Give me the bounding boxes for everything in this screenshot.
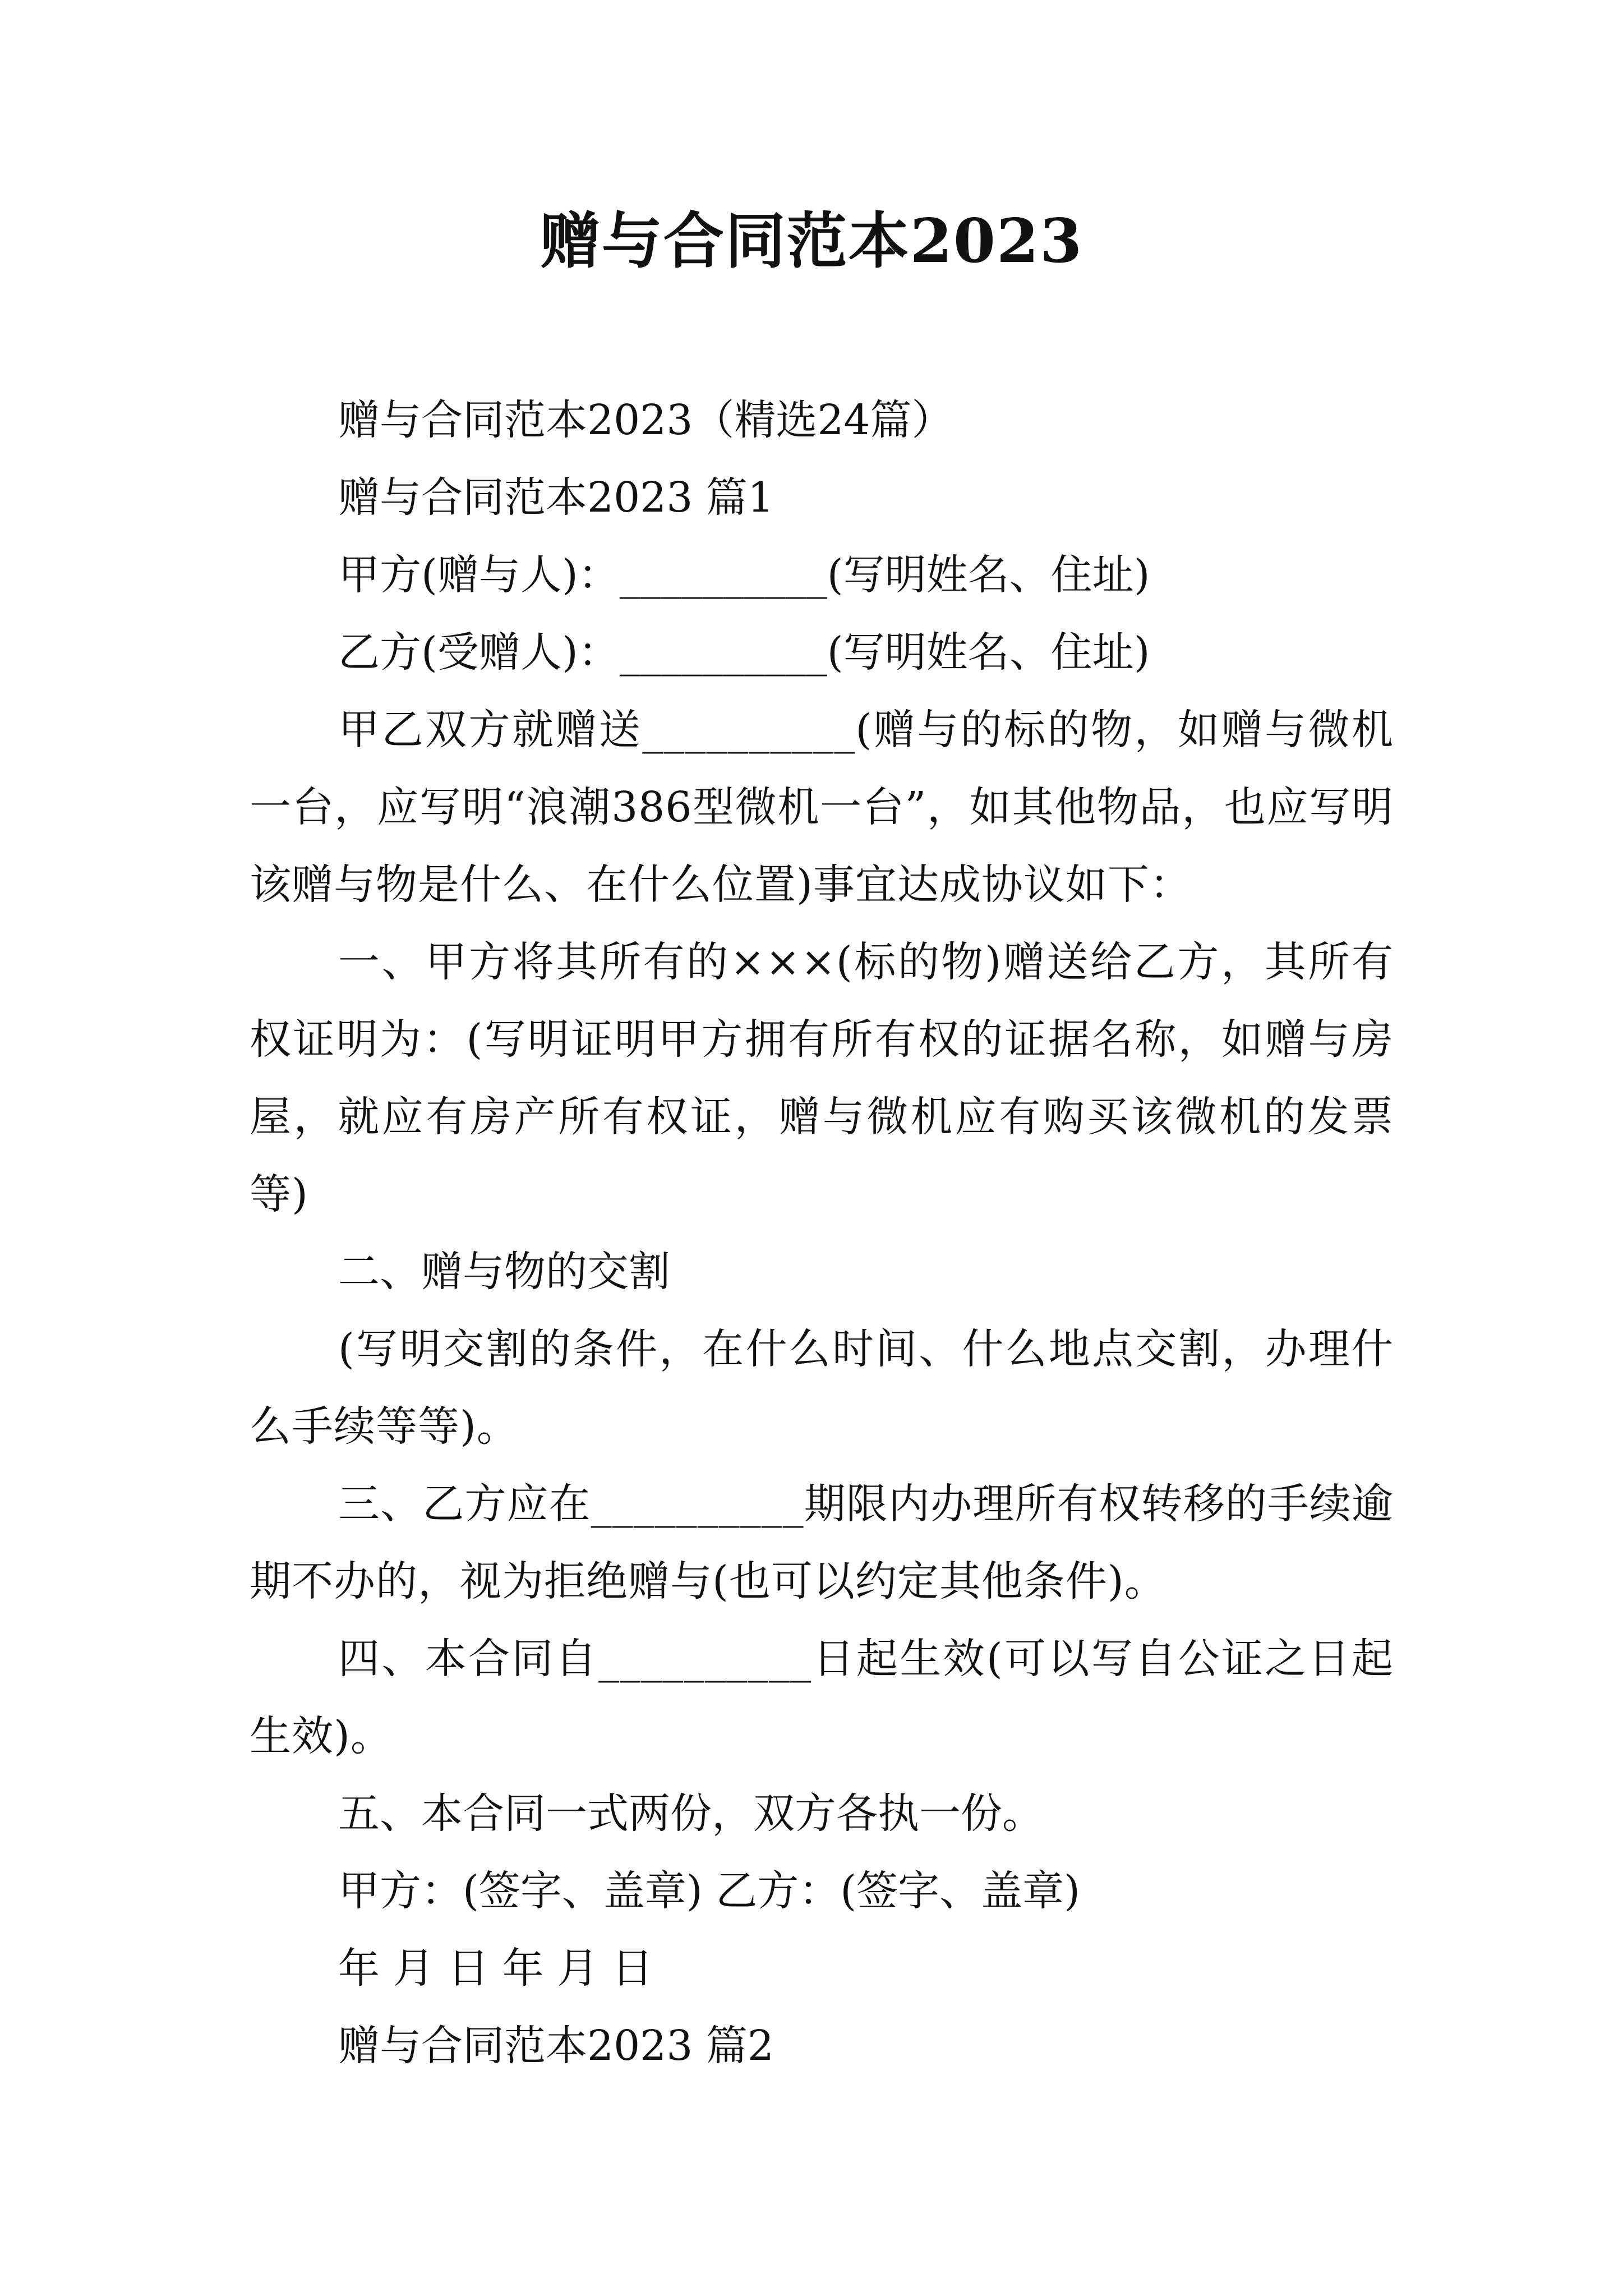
clause-2-body: (写明交割的条件，在什么时间、什么地点交割，办理什么手续等等)。 — [250, 1325, 1394, 1451]
section-heading-2: 赠与合同范本2023 篇2 — [338, 2022, 774, 2070]
party-b-line: 乙方(受赠人)：__________(写明姓名、住址) — [338, 628, 1150, 677]
clause-1: 一、甲方将其所有的×××(标的物)赠送给乙方，其所有权证明为：(写明证明甲方拥有所有权的证据名称，如赠与房屋，就应有房产所有权证，赠与微机应有购买该微机的发票等) — [250, 938, 1394, 1218]
intro-heading: 赠与合同范本2023（精选24篇） — [338, 396, 953, 444]
party-a-line: 甲方(赠与人)：__________(写明姓名、住址) — [338, 551, 1150, 599]
clause-4: 四、本合同自__________日起生效(可以写自公证之日起生效)。 — [250, 1635, 1394, 1760]
clause-3: 三、乙方应在__________期限内办理所有权转移的手续逾期不办的，视为拒绝赠与(也可以约定其他条件)。 — [250, 1480, 1394, 1605]
signature-line: 甲方：(签字、盖章) 乙方：(签字、盖章) — [338, 1867, 1081, 1915]
clause-2-title: 二、赠与物的交割 — [338, 1248, 670, 1296]
clause-5: 五、本合同一式两份，双方各执一份。 — [338, 1789, 1044, 1838]
date-line: 年 月 日 年 月 日 — [338, 1944, 653, 1993]
document-body — [250, 381, 1394, 2085]
section-heading-1: 赠与合同范本2023 篇1 — [338, 473, 774, 522]
agreement-paragraph: 甲乙双方就赠送__________(赠与的标的物，如赠与微机一台，应写明“浪潮386型微机一台”，如其他物品，也应写明该赠与物是什么、在什么位置)事宜达成协议如下： — [250, 706, 1394, 909]
page-title: 赠与合同范本2023 — [540, 206, 1083, 277]
